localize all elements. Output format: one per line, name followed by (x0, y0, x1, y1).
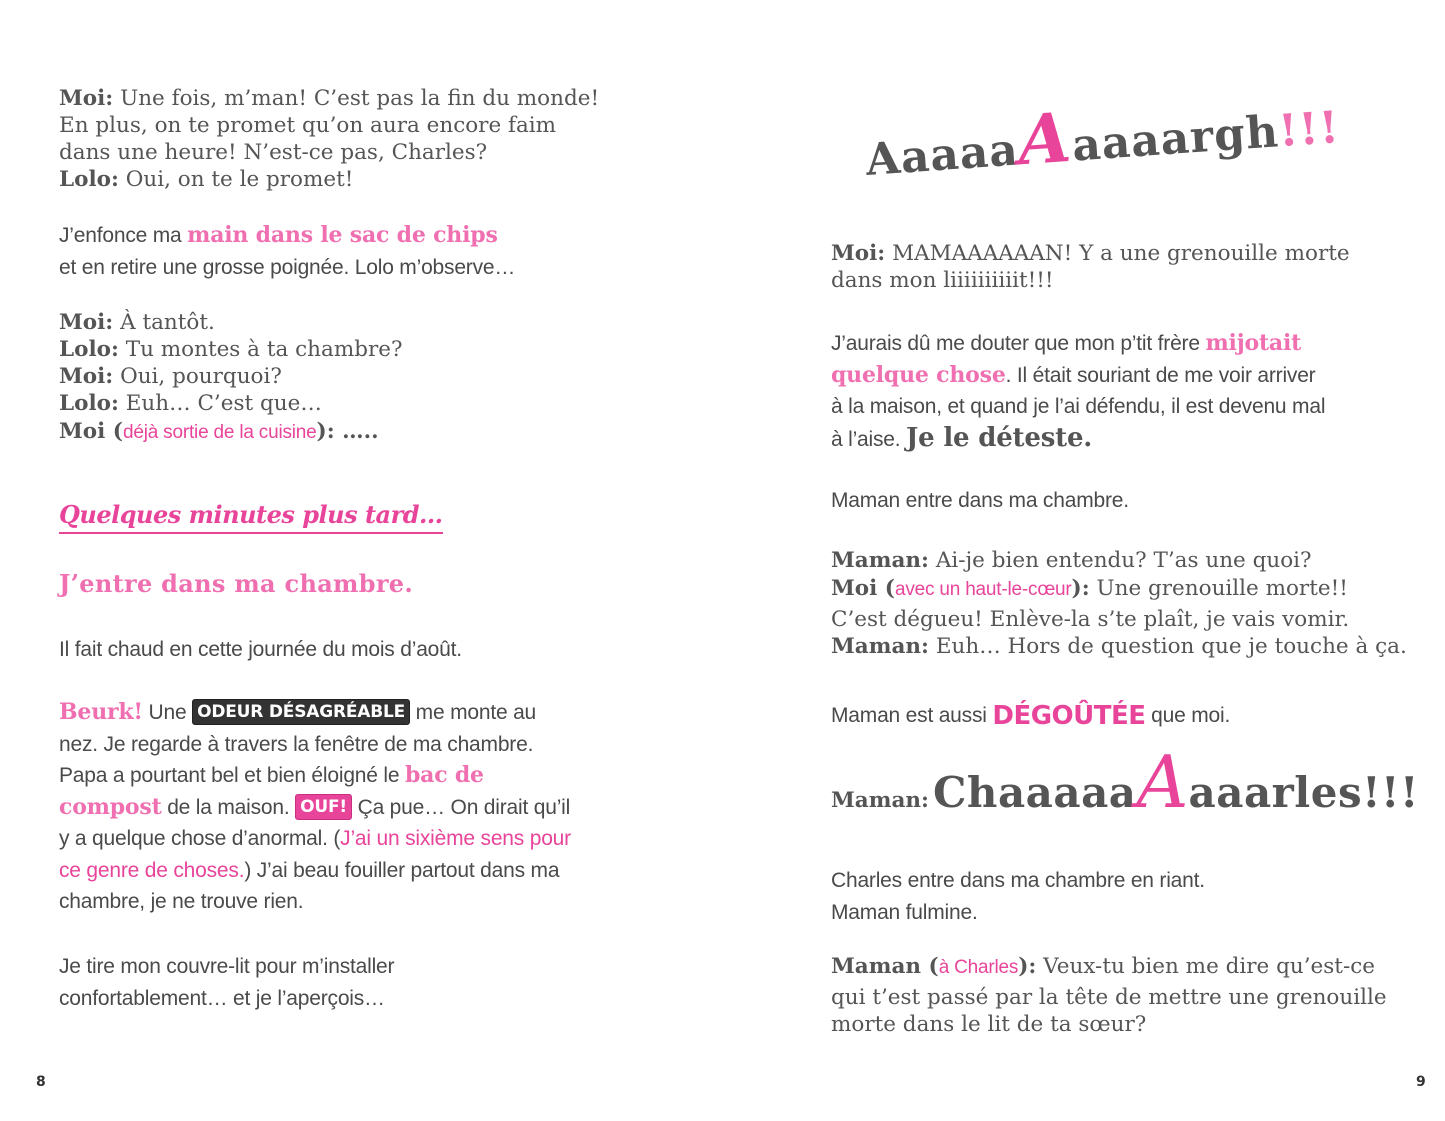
dialogue-block-1 (59, 85, 599, 193)
highlight: main dans le sac de chips (187, 222, 498, 248)
narration-1: J’enfonce ma main dans le sac de chips et en retire une grosse poignée. Lolo m’observe… (59, 222, 516, 279)
dialogue-line: Lolo: Oui, on te le promet! (59, 167, 354, 192)
dialogue-line: En plus, on te promet qu’on aura encore faim (59, 113, 557, 138)
narration-5: J’aurais dû me douter que mon p’tit frère mijotait quelque chose. Il était souriant de me voir arriver à la maison, et quand je l’ai défendu, il est devenu mal à l’aise. Je le déteste. (831, 330, 1326, 453)
section-heading: J’entre dans ma chambre. (59, 569, 413, 598)
dialogue-block-3: Moi: MAMAAAAAAN! Y a une grenouille morte dans mon liiiiiiiiiit!!! (831, 241, 1350, 293)
dialogue-block-5: Maman (à Charles): Veux-tu bien me dire qu’est-ce qui t’est passé par la tête de mettre une grenouille morte dans le lit de ta sœur? (831, 954, 1387, 1037)
scream-title: AaaaaAaaaargh!!! (864, 97, 1342, 187)
page-number-left: 8 (36, 1074, 46, 1090)
degoutee-word: DÉGOÛTÉE (992, 701, 1146, 731)
narration-4: Je tire mon couvre-lit pour m’installer confortablement… et je l’aperçois… (59, 955, 395, 1010)
narration-8: Charles entre dans ma chambre en riant. Maman fulmine. (831, 869, 1205, 924)
dialogue-block-2: Moi: À tantôt. Lolo: Tu montes à ta chambre? Moi: Oui, pourquoi? Lolo: Euh… C’est que… Moi (déjà sortie de la cuisine): ….. (59, 310, 403, 444)
section-title: Quelques minutes plus tard… (59, 500, 443, 534)
maman-scream: Maman: ChaaaaaAaaarles!!! (831, 740, 1419, 824)
narration-3: Beurk! Une ODEUR DÉSAGRÉABLE me monte au nez. Je regarde à travers la fenêtre de ma chambre. Papa a pourtant bel et bien éloigné le bac de compost de la maison. OUF! Ça pue… On dirait qu’il y a quelque chose d’anormal. (J’ai un sixième sens pour ce genre de choses.) J’ai beau fouiller partout dans ma chambre, je ne trouve rien. (59, 699, 571, 913)
dialogue-block-4: Maman: Ai-je bien entendu? T’as une quoi? Moi (avec un haut-le-cœur): Une grenouille morte!! C’est dégueu! Enlève-la s’te plaît, je vais vomir. Maman: Euh… Hors de question que je touche à ça. (831, 548, 1407, 659)
dialogue-line: dans une heure! N’est-ce pas, Charles? (59, 140, 488, 165)
narration-6: Maman entre dans ma chambre. (831, 489, 1129, 512)
speaker: Moi: (59, 86, 114, 111)
odeur-tag: ODEUR DÉSAGRÉABLE (192, 699, 410, 725)
narration-7: Maman est aussi DÉGOÛTÉE que moi. (831, 701, 1231, 731)
narration-2: Il fait chaud en cette journée du mois d’août. (59, 638, 462, 661)
speaker: Lolo: (59, 167, 119, 192)
dialogue-line: Moi: Une fois, m’man! C’est pas la fin du monde! (59, 86, 600, 111)
page-number-right: 9 (1416, 1074, 1426, 1090)
ouf-tag: OUF! (295, 794, 352, 820)
